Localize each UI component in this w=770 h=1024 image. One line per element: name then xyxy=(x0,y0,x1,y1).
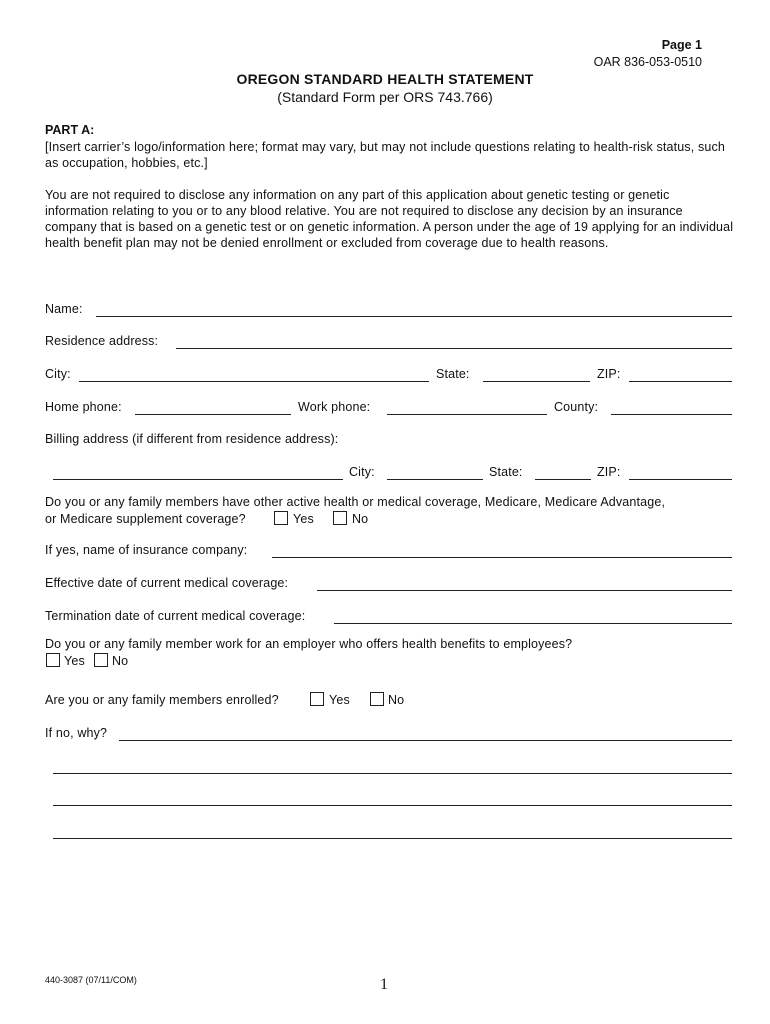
billing-city-field[interactable] xyxy=(387,479,483,480)
page-label: Page 1 xyxy=(661,38,702,52)
employer-no-label: No xyxy=(112,654,129,668)
part-a-heading: PART A: xyxy=(45,123,95,137)
rule-reference: OAR 836-053-0510 xyxy=(593,55,702,69)
state-field[interactable] xyxy=(483,381,590,382)
county-label: County: xyxy=(554,400,599,414)
coverage-question-line2: or Medicare supplement coverage? xyxy=(45,512,246,526)
if-no-why-label: If no, why? xyxy=(45,726,108,740)
coverage-no-checkbox[interactable] xyxy=(333,511,347,525)
employer-no-checkbox[interactable] xyxy=(94,653,108,667)
employer-question: Do you or any family member work for an employer who offers health benefits to employees? xyxy=(45,637,573,651)
billing-city-label: City: xyxy=(349,465,375,479)
enrolled-question: Are you or any family members enrolled? xyxy=(45,693,279,707)
employer-yes-checkbox[interactable] xyxy=(46,653,60,667)
name-field[interactable] xyxy=(96,316,732,317)
county-field[interactable] xyxy=(611,414,732,415)
work-phone-field[interactable] xyxy=(387,414,547,415)
effective-date-label: Effective date of current medical coverage: xyxy=(45,576,289,590)
residence-address-field[interactable] xyxy=(176,348,732,349)
termination-date-label: Termination date of current medical coverage: xyxy=(45,609,306,623)
coverage-question-line1: Do you or any family members have other active health or medical coverage, Medicare, Medicare Advantage, xyxy=(45,495,666,509)
billing-address-label: Billing address (if different from residence address): xyxy=(45,432,339,446)
form-title: OREGON STANDARD HEALTH STATEMENT xyxy=(236,71,534,87)
home-phone-label: Home phone: xyxy=(45,400,122,414)
billing-address-field[interactable] xyxy=(53,479,343,480)
billing-state-field[interactable] xyxy=(535,479,591,480)
insurance-company-field[interactable] xyxy=(272,557,732,558)
billing-zip-label: ZIP: xyxy=(597,465,621,479)
work-phone-label: Work phone: xyxy=(298,400,371,414)
name-label: Name: xyxy=(45,302,83,316)
city-label: City: xyxy=(45,367,71,381)
billing-state-label: State: xyxy=(489,465,523,479)
genetic-notice: You are not required to disclose any information on any part of this application about genetic testing or genetic information relating to you or to any blood relative. You are not required to disclose any decision by an insurance company that is based on a genetic test or on genetic information. A person under the age of 19 applying for an individual health benefit plan may not be denied enrollment or excluded from coverage due to health reasons. xyxy=(45,188,734,250)
coverage-yes-label: Yes xyxy=(293,512,314,526)
enrolled-no-checkbox[interactable] xyxy=(370,692,384,706)
insurance-company-label: If yes, name of insurance company: xyxy=(45,543,248,557)
effective-date-field[interactable] xyxy=(317,590,732,591)
page-number: 1 xyxy=(380,976,388,993)
state-label: State: xyxy=(436,367,470,381)
if-no-why-line-3[interactable] xyxy=(53,805,732,806)
if-no-why-line-4[interactable] xyxy=(53,838,732,839)
coverage-yes-checkbox[interactable] xyxy=(274,511,288,525)
zip-label: ZIP: xyxy=(597,367,621,381)
zip-field[interactable] xyxy=(629,381,732,382)
billing-zip-field[interactable] xyxy=(629,479,732,480)
enrolled-yes-checkbox[interactable] xyxy=(310,692,324,706)
if-no-why-line-2[interactable] xyxy=(53,773,732,774)
form-subtitle: (Standard Form per ORS 743.766) xyxy=(277,89,493,105)
form-code: 440-3087 (07/11/COM) xyxy=(45,975,137,985)
enrolled-no-label: No xyxy=(388,693,405,707)
coverage-no-label: No xyxy=(352,512,369,526)
enrolled-yes-label: Yes xyxy=(329,693,350,707)
employer-yes-label: Yes xyxy=(64,654,85,668)
carrier-instruction: [Insert carrier’s logo/information here; format may vary, but may not include questions relating to health-risk status, such as occupation, hobbies, etc.] xyxy=(45,140,726,170)
home-phone-field[interactable] xyxy=(135,414,291,415)
residence-address-label: Residence address: xyxy=(45,334,159,348)
city-field[interactable] xyxy=(79,381,429,382)
if-no-why-field[interactable] xyxy=(119,740,732,741)
termination-date-field[interactable] xyxy=(334,623,732,624)
